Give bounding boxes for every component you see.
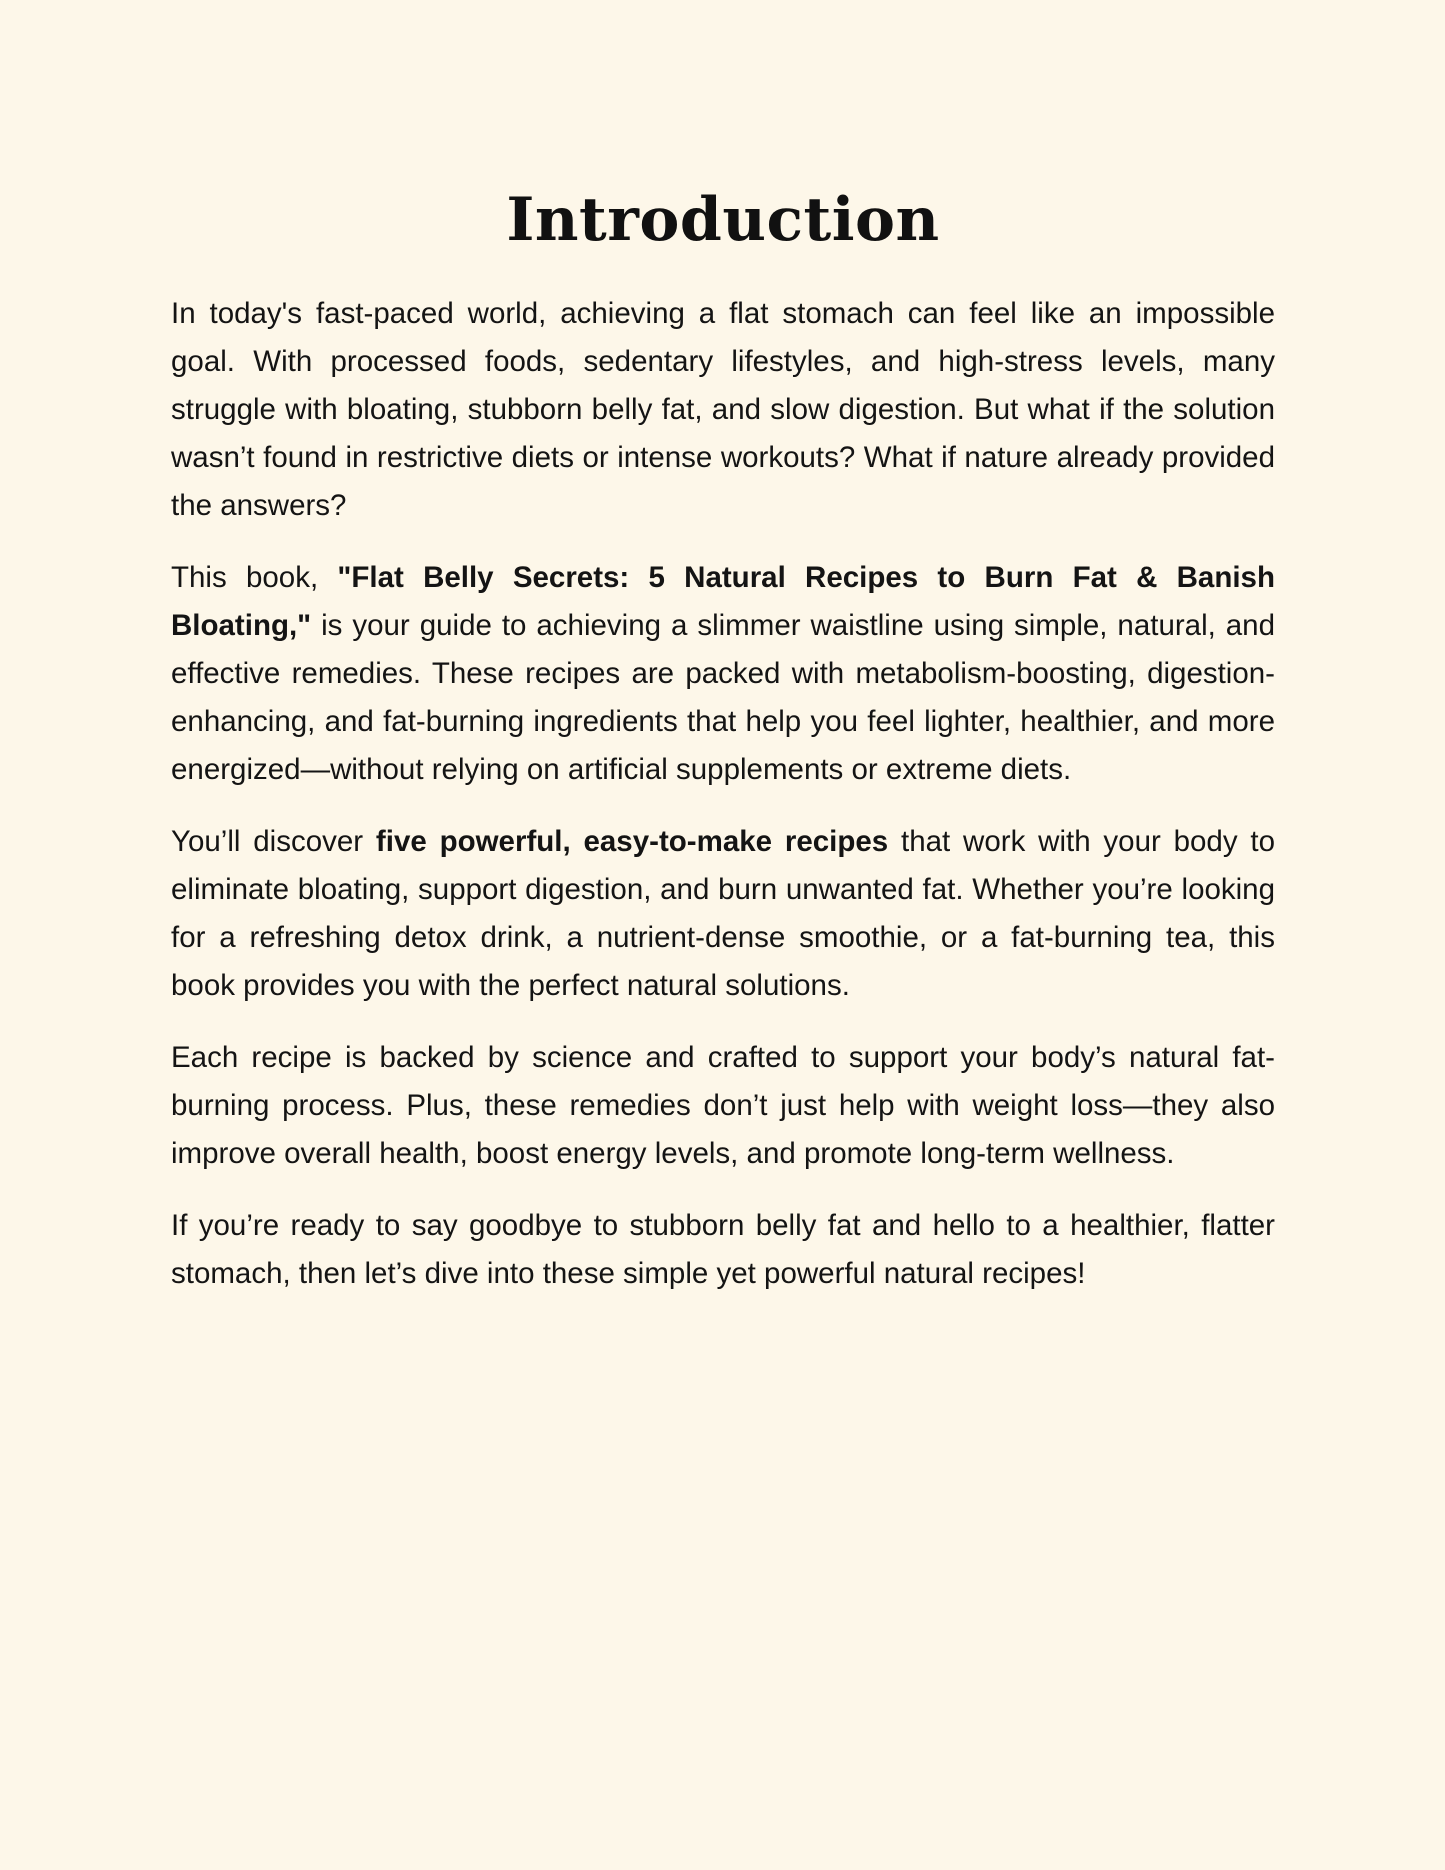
page-title: Introduction [506, 185, 940, 255]
paragraph-text: is your guide to achieving a slimmer waistline using simple, natural, and effective remedies. These recipes are packed with metabolism-boosting, digestion-enhancing, and fat-burning ingredients that help you feel lighter, healthier, and more energized—without relying on artificial supplements or extreme diets. [171, 609, 1275, 786]
paragraph-science: Each recipe is backed by science and crafted to support your body’s natural fat-burning process. Plus, these remedies don’t just help with weight loss—they also improve overall health, boost energy levels, and promote long-term wellness. [171, 1041, 1275, 1170]
paragraph-text: You’ll discover [171, 825, 376, 858]
book-title-bold: "Flat Belly Secrets: 5 Natural Recipes to Burn Fat & Banish Bloating," [171, 561, 1275, 642]
paragraph-recipes [171, 818, 1275, 1010]
recipes-highlight-bold: five powerful, easy-to-make recipes [375, 825, 889, 858]
page-content [171, 180, 1275, 1298]
paragraph-text: that work with your body to eliminate bloating, support digestion, and burn unwanted fat. Whether you’re looking for a refreshing detox drink, a nutrient-dense smoothie, or a fat-burning tea, this book provides you with the perfect natural solutions. [171, 825, 1275, 1002]
paragraph-text: This book, [171, 561, 338, 594]
paragraph-book-description [171, 554, 1275, 794]
paragraph-closing: If you’re ready to say goodbye to stubborn belly fat and hello to a healthier, flatter stomach, then let’s dive into these simple yet powerful natural recipes! [171, 1209, 1275, 1290]
paragraph-intro: In today's fast-paced world, achieving a flat stomach can feel like an impossible goal. With processed foods, sedentary lifestyles, and high-stress levels, many struggle with bloating, stubborn belly fat, and slow digestion. But what if the solution wasn’t found in restrictive diets or intense workouts? What if nature already provided the answers? [171, 297, 1275, 522]
